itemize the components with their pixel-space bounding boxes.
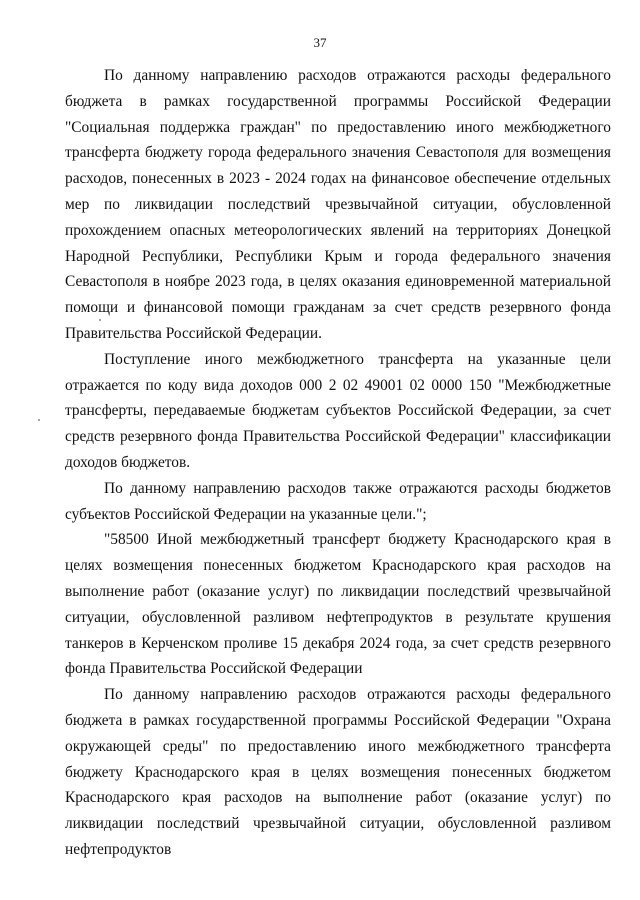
paragraph-2: Поступление иного межбюджетного трансферта на указанные цели отражается по коду вида доходов 000 2 02 49001 02 0000 150 "Межбюджетные трансферты, передаваемые бюджетам субъектов Российской Федерации, за счет средств резервного фонда Правительства Российской Федерации" классификации доходов бюджетов. (65, 350, 611, 471)
page-number: 37 (313, 35, 327, 50)
document-body (65, 63, 611, 863)
scan-speck (38, 419, 40, 421)
paragraph-3: По данному направлению расходов также отражаются расходы бюджетов субъектов Российской Федерации на указанные цели."; (65, 479, 611, 523)
paragraph-5: По данному направлению расходов отражаются расходы федерального бюджета в рамках государственной программы Российской Федерации "Охрана окружающей среды" по предоставлению иного межбюджетного трансферта бюджету Краснодарского края в целях возмещения понесенных бюджетом Краснодарского края расходов на выполнение работ (оказание услуг) по ликвидации последствий чрезвычайной ситуации, обусловленной разливом нефтепродуктов (65, 686, 611, 858)
scan-speck (99, 319, 101, 321)
paragraph-1: По данному направлению расходов отражаются расходы федерального бюджета в рамках государственной программы Российской Федерации "Социальная поддержка граждан" по предоставлению иного межбюджетного трансферта бюджету города федерального значения Севастополя для возмещения расходов, понесенных в 2023 - 2024 годах на финансовое обеспечение отдельных мер по ликвидации последствий чрезвычайной ситуации, обусловленной прохождением опасных метеорологических явлений на территориях Донецкой Народной Республики, Республики Крым и города федерального значения Севастополя в ноябре 2023 года, в целях оказания единовременной материальной помощи и финансовой помощи гражданам за счет средств резервного фонда Правительства Российской Федерации. (65, 67, 611, 342)
paragraph-4: "58500 Иной межбюджетный трансферт бюджету Краснодарского края в целях возмещения понесенных бюджетом Краснодарского края расходов на выполнение работ (оказание услуг) по ликвидации последствий чрезвычайной ситуации, обусловленной разливом нефтепродуктов в результате крушения танкеров в Керченском проливе 15 декабря 2024 года, за счет средств резервного фонда Правительства Российской Федерации (65, 531, 611, 678)
